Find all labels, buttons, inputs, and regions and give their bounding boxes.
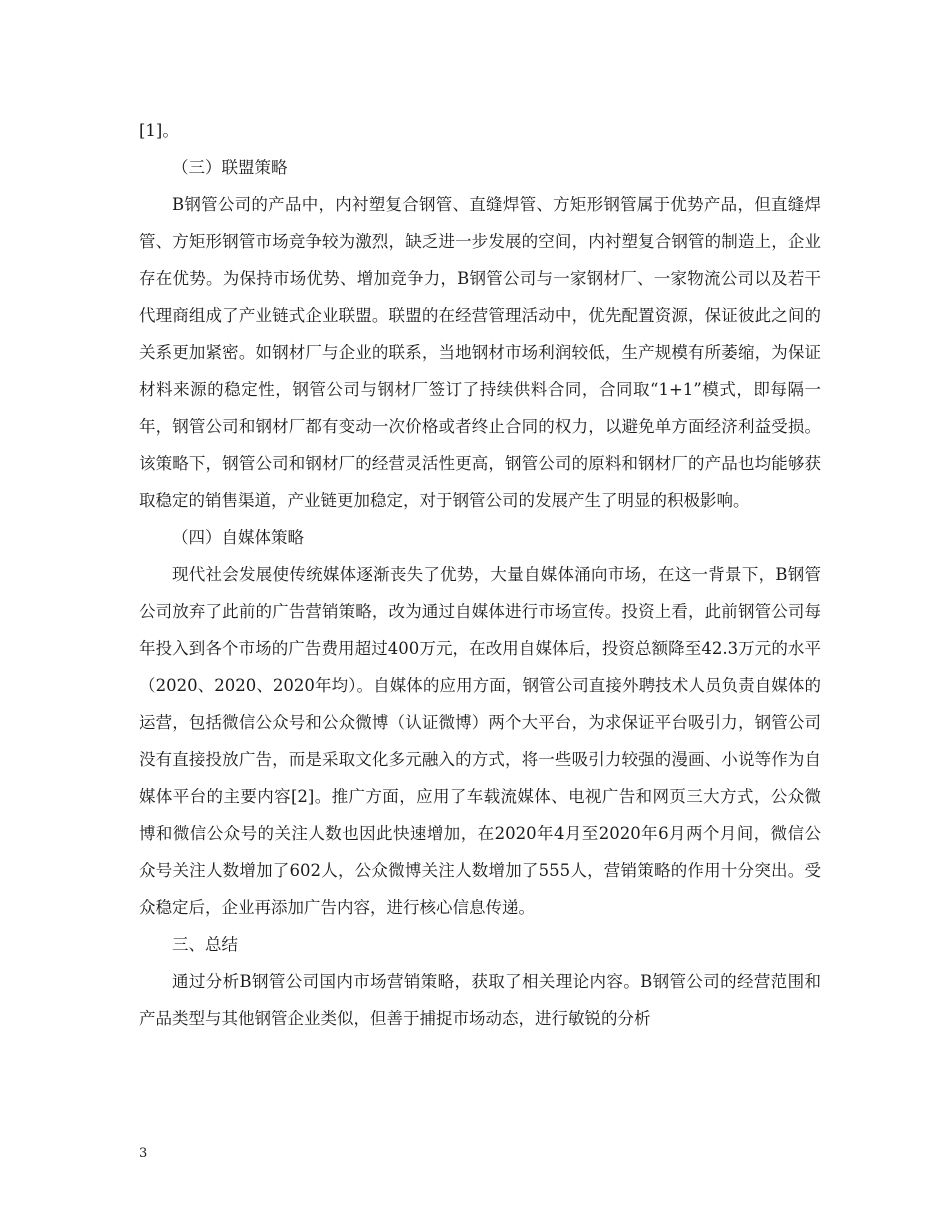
paragraph-summary: 通过分析B钢管公司国内市场营销策略，获取了相关理论内容。B钢管公司的经营范围和产品类型与其他钢管企业类似，但善于捕捉市场动态，进行敏锐的分析 xyxy=(139,972,821,1028)
document-body xyxy=(139,112,821,1037)
section-heading-self-media-strategy: （四）自媒体策略 xyxy=(172,528,304,547)
page-number: 3 xyxy=(139,1146,148,1161)
paragraph-citation-tail: [1]。 xyxy=(139,121,179,140)
section-heading-alliance-strategy: （三）联盟策略 xyxy=(172,158,288,177)
paragraph-self-media-strategy: 现代社会发展使传统媒体逐渐丧失了优势，大量自媒体涌向市场，在这一背景下，B钢管公司放弃了此前的广告营销策略，改为通过自媒体进行市场宣传。投资上看，此前钢管公司每年投入到各个市场的广告费用超过400万元，在改用自媒体后，投资总额降至42.3万元的水平（2020、2020、2020年均）。自媒体的应用方面，钢管公司直接外聘技术人员负责自媒体的运营，包括微信公众号和公众微博（认证微博）两个大平台，为求保证平台吸引力，钢管公司没有直接投放广告，而是采取文化多元融入的方式，将一些吸引力较强的漫画、小说等作为自媒体平台的主要内容[2]。推广方面，应用了车载流媒体、电视广告和网页三大方式，公众微博和微信公众号的关注人数也因此快速增加，在2020年4月至2020年6月两个月间，微信公众号关注人数增加了602人，公众微博关注人数增加了555人，营销策略的作用十分突出。受众稳定后，企业再添加广告内容，进行核心信息传递。 xyxy=(139,565,821,917)
paragraph-alliance-strategy: B钢管公司的产品中，内衬塑复合钢管、直缝焊管、方矩形钢管属于优势产品，但直缝焊管、方矩形钢管市场竞争较为激烈，缺乏进一步发展的空间，内衬塑复合钢管的制造上，企业存在优势。为保持市场优势、增加竞争力，B钢管公司与一家钢材厂、一家物流公司以及若干代理商组成了产业链式企业联盟。联盟的在经营管理活动中，优先配置资源，保证彼此之间的关系更加紧密。如钢材厂与企业的联系，当地钢材市场利润较低，生产规模有所萎缩，为保证材料来源的稳定性，钢管公司与钢材厂签订了持续供料合同，合同取“1+1”模式，即每隔一年，钢管公司和钢材厂都有变动一次价格或者终止合同的权力，以避免单方面经济利益受损。该策略下，钢管公司和钢材厂的经营灵活性更高，钢管公司的原料和钢材厂的产品也均能够获取稳定的销售渠道，产业链更加稳定，对于钢管公司的发展产生了明显的积极影响。 xyxy=(139,195,821,510)
section-heading-summary: 三、总结 xyxy=(172,935,238,954)
